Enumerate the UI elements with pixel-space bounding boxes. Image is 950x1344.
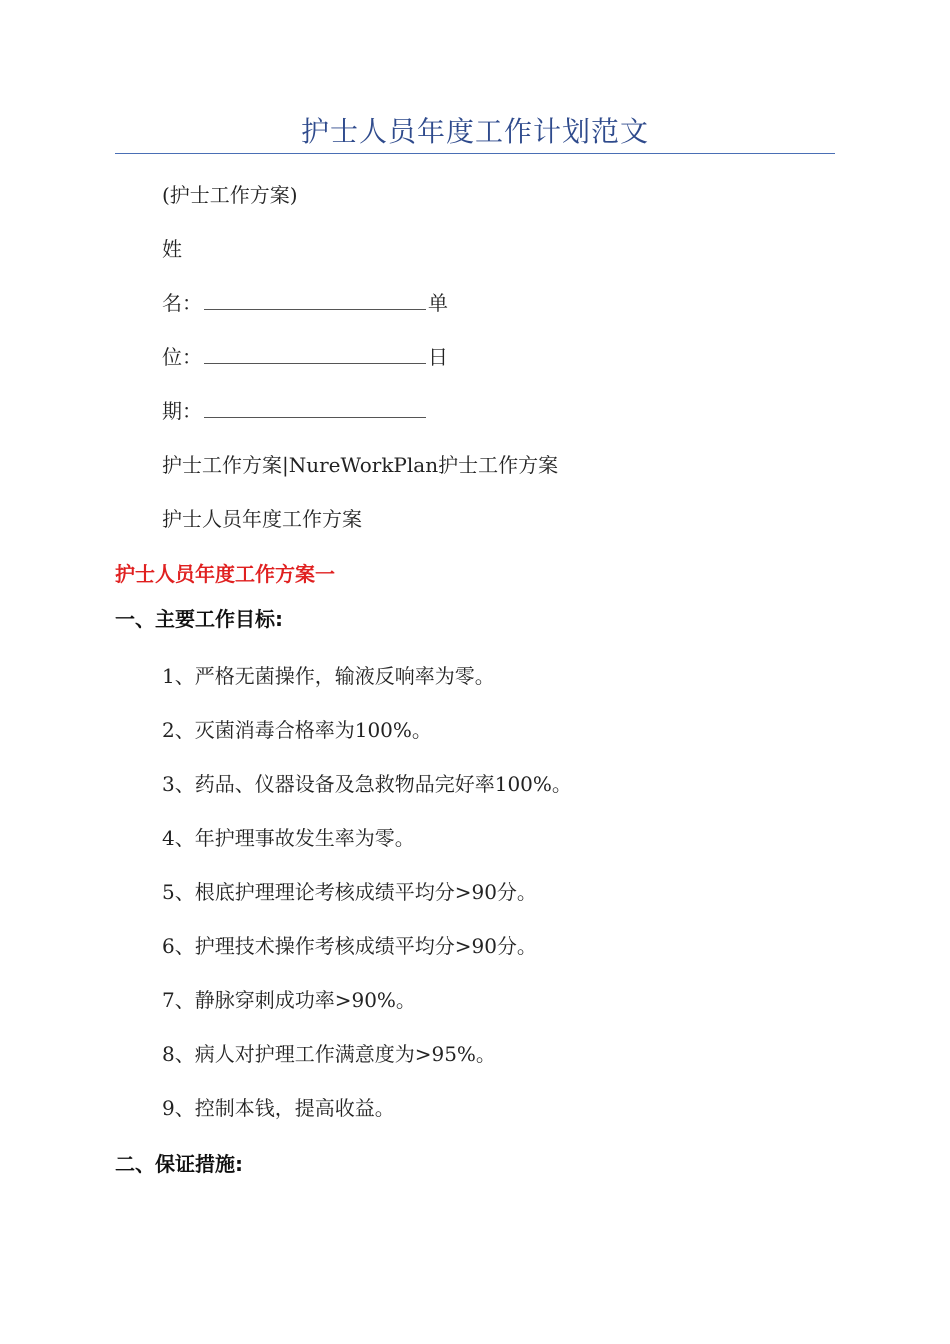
form-date-label: 期：: [162, 399, 202, 423]
name-blank: [204, 291, 426, 310]
form-date-prefix: 日: [428, 345, 448, 369]
goal-item: 5、根底护理理论考核成绩平均分>90分。: [162, 880, 537, 904]
form-name-prefix: 姓: [162, 237, 182, 261]
section-title: 护士人员年度工作方案一: [115, 562, 335, 586]
goal-item: 9、控制本钱，提高收益。: [162, 1096, 395, 1120]
goal-item: 8、病人对护理工作满意度为>95%。: [162, 1042, 496, 1066]
goal-item: 2、灭菌消毒合格率为100%。: [162, 718, 432, 742]
form-row-unit: [162, 343, 448, 371]
heading-measures: 二、保证措施:: [115, 1152, 243, 1176]
goal-item: 7、静脉穿刺成功率>90%。: [162, 988, 416, 1012]
form-row-name: [162, 289, 448, 317]
unit-blank: [204, 345, 426, 364]
heading-goals: 一、主要工作目标:: [115, 607, 283, 631]
goal-item: 1、严格无菌操作，输液反响率为零。: [162, 664, 495, 688]
form-row-date: [162, 397, 428, 425]
goal-item: 6、护理技术操作考核成绩平均分>90分。: [162, 934, 537, 958]
date-blank: [204, 399, 426, 418]
document-title: 护士人员年度工作计划范文: [300, 115, 649, 148]
title-underline: [115, 153, 835, 154]
intro-line: 护士工作方案|NureWorkPlan护士工作方案: [162, 453, 559, 477]
intro-line: 护士人员年度工作方案: [162, 507, 362, 531]
form-unit-label: 位：: [162, 345, 202, 369]
form-unit-prefix: 单: [428, 291, 448, 315]
goal-item: 3、药品、仪器设备及急救物品完好率100%。: [162, 772, 572, 796]
form-name-label: 名：: [162, 291, 202, 315]
goal-item: 4、年护理事故发生率为零。: [162, 826, 415, 850]
subtitle: (护士工作方案): [162, 183, 298, 207]
